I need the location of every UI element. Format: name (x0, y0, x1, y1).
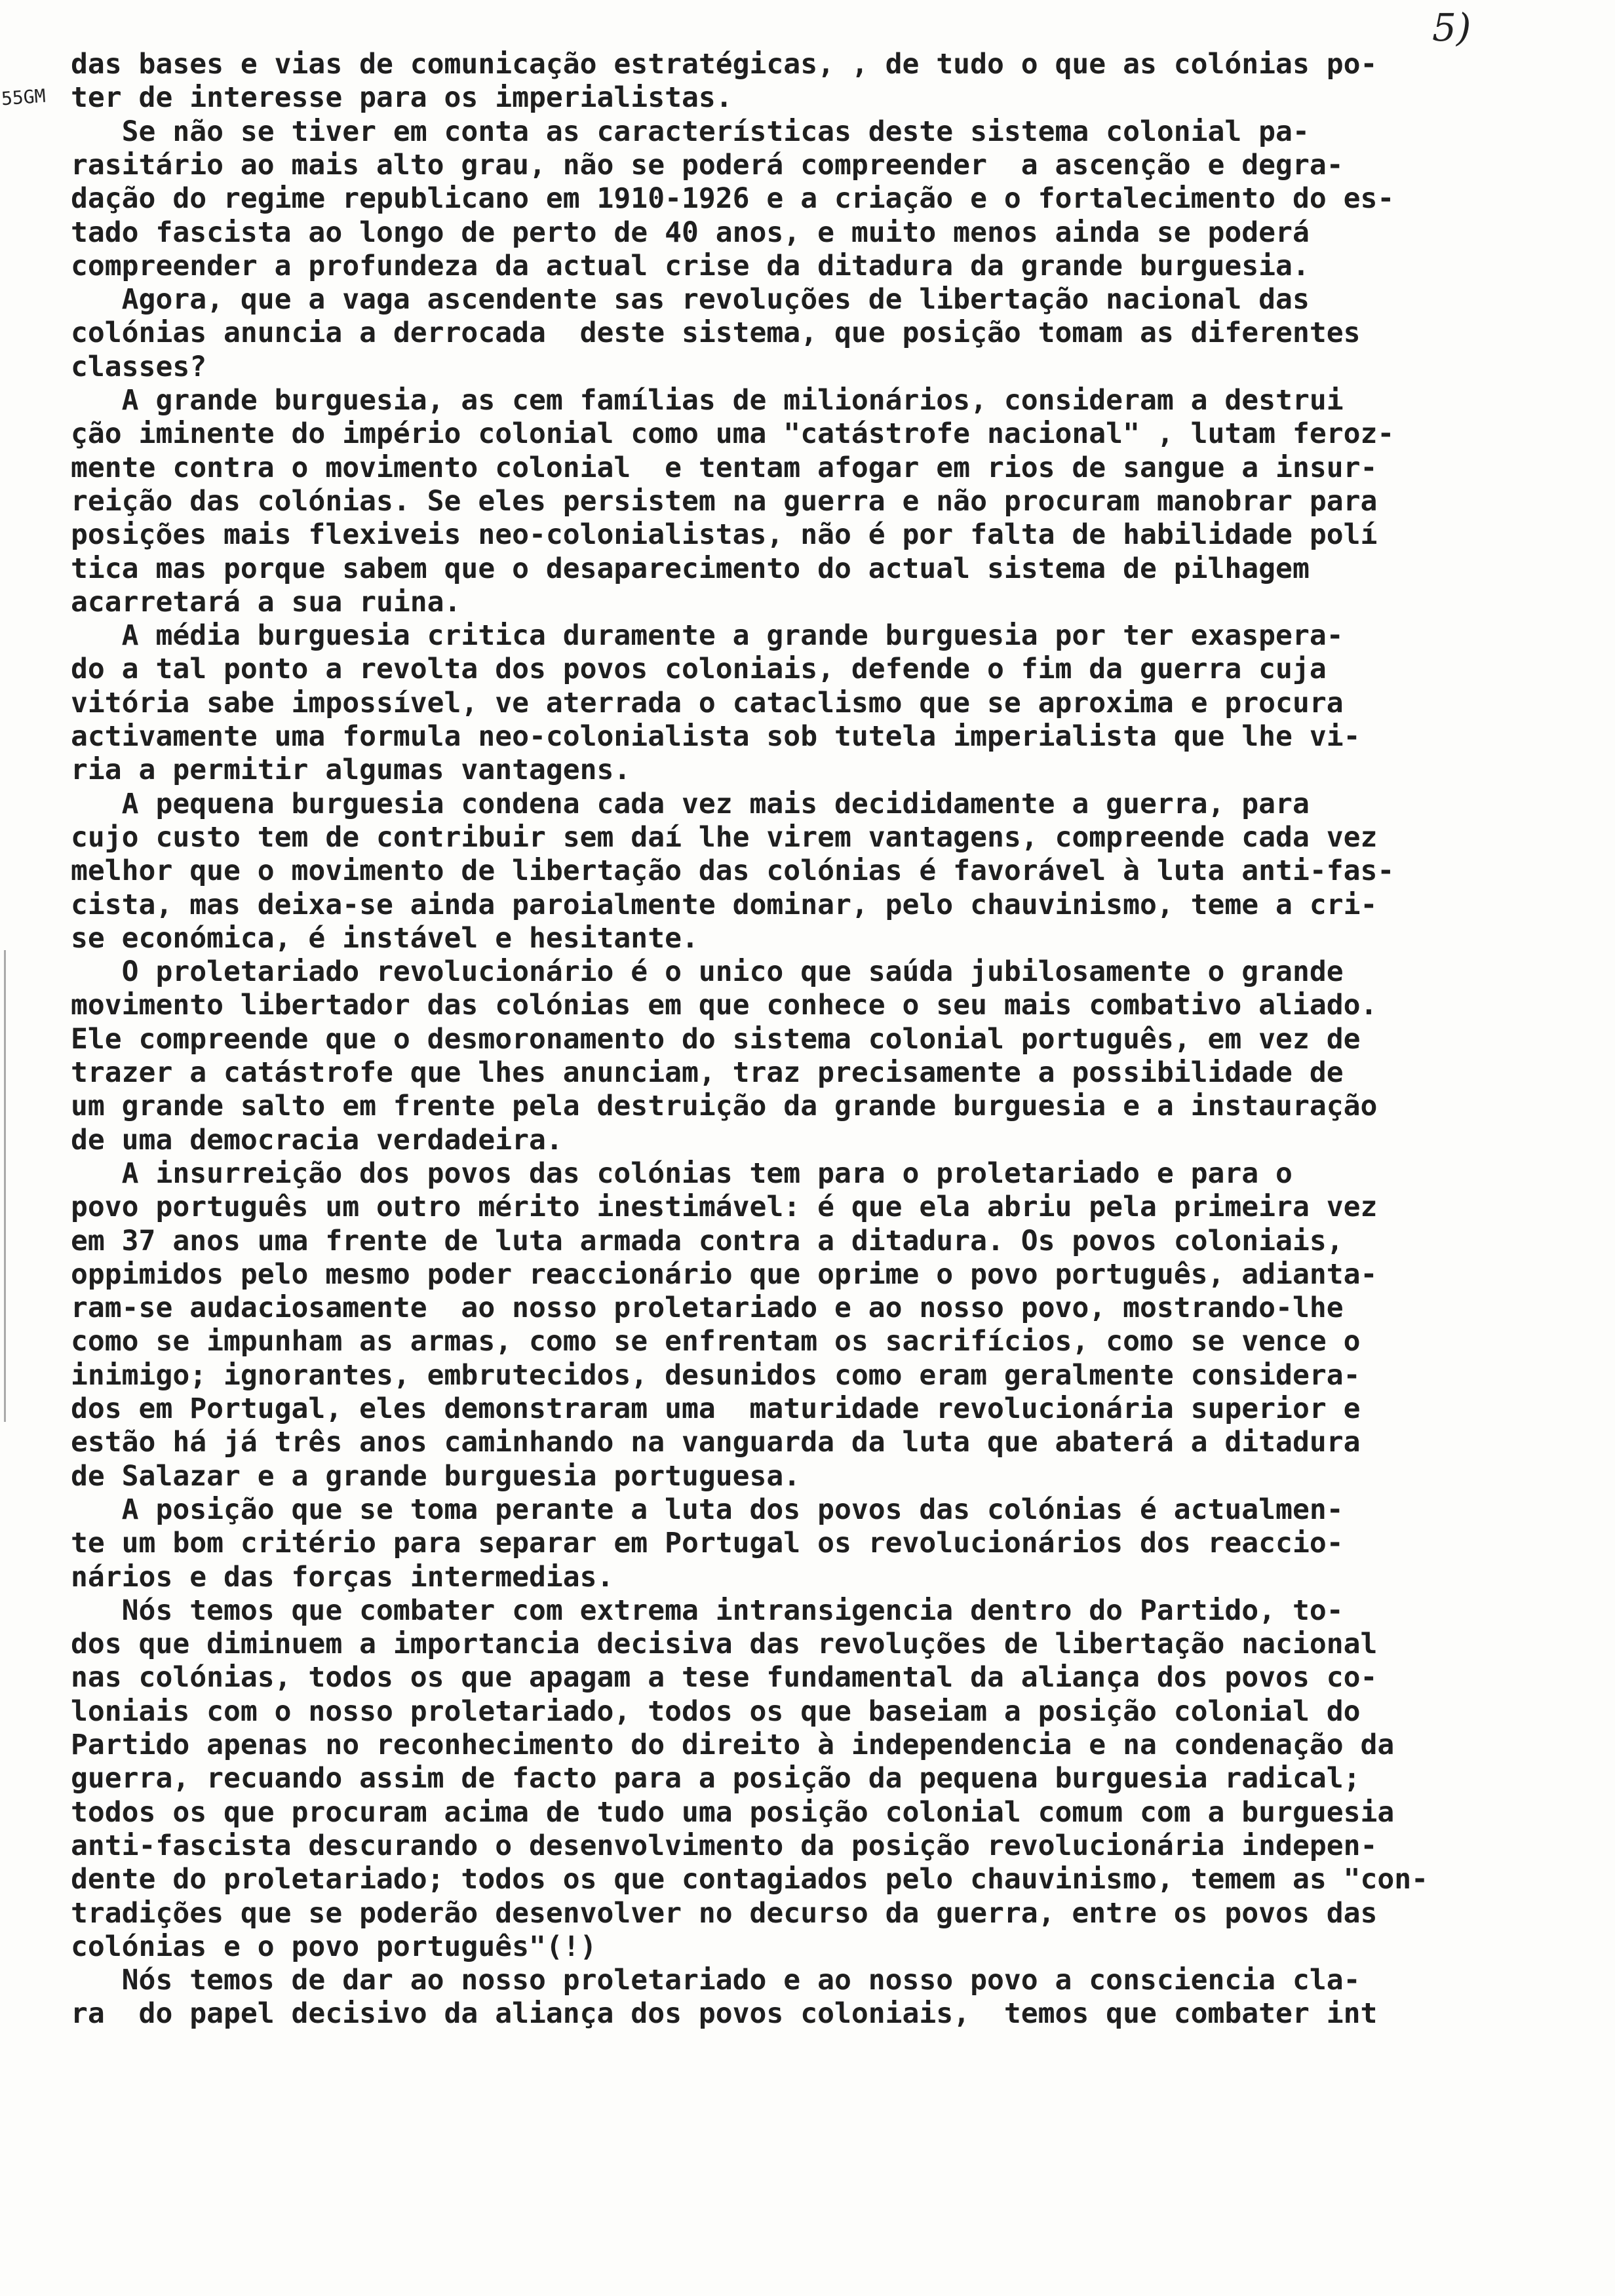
text-line: cujo custo tem de contribuir sem daí lhe virem vantagens, compreende cada vez (71, 821, 1378, 854)
text-line: estão há já três anos caminhando na vanguarda da luta que abaterá a ditadura (71, 1426, 1361, 1459)
text-line: ra do papel decisivo da aliança dos povos coloniais, temos que combater int (71, 1997, 1378, 2030)
text-line: em 37 anos uma frente de luta armada contra a ditadura. Os povos coloniais, (71, 1225, 1344, 1257)
text-line: melhor que o movimento de libertação das colónias é favorável à luta anti-fas- (71, 854, 1395, 887)
text-line: nários e das forças intermedias. (71, 1561, 614, 1594)
text-line: se económica, é instável e hesitante. (71, 922, 699, 955)
text-line: colónias anuncia a derrocada deste sistema, que posição tomam as diferentes (71, 316, 1361, 349)
text-line: te um bom critério para separar em Portugal os revolucionários dos reaccio- (71, 1527, 1344, 1559)
text-line: A média burguesia critica duramente a grande burguesia por ter exaspera- (71, 619, 1344, 652)
text-line: guerra, recuando assim de facto para a posição da pequena burguesia radical; (71, 1762, 1361, 1795)
text-line: ter de interesse para os imperialistas. (71, 81, 733, 114)
text-line: de uma democracia verdadeira. (71, 1124, 563, 1157)
text-line: movimento libertador das colónias em que conhece o seu mais combativo aliado. (71, 989, 1378, 1022)
text-line: das bases e vias de comunicação estratégicas, , de tudo o que as colónias po- (71, 48, 1378, 81)
text-line: todos os que procuram acima de tudo uma posição colonial comum com a burguesia (71, 1796, 1395, 1829)
text-line: um grande salto em frente pela destruição da grande burguesia e a instauração (71, 1090, 1378, 1122)
text-line: tica mas porque sabem que o desaparecimento do actual sistema de pilhagem (71, 552, 1310, 585)
text-line: compreender a profundeza da actual crise da ditadura da grande burguesia. (71, 250, 1310, 282)
text-line: O proletariado revolucionário é o unico que saúda jubilosamente o grande (71, 955, 1344, 988)
text-line: A insurreição dos povos das colónias tem para o proletariado e para o (71, 1157, 1293, 1190)
text-line: A pequena burguesia condena cada vez mais decididamente a guerra, para (71, 788, 1310, 820)
text-line: ção iminente do império colonial como uma "catástrofe nacional" , lutam feroz- (71, 417, 1395, 450)
text-line: A posição que se toma perante a luta dos povos das colónias é actualmen- (71, 1493, 1344, 1526)
text-line: povo português um outro mérito inestimável: é que ela abriu pela primeira vez (71, 1191, 1378, 1223)
text-line: dente do proletariado; todos os que contagiados pelo chauvinismo, temem as "con- (71, 1863, 1429, 1896)
text-line: vitória sabe impossível, ve aterrada o cataclismo que se aproxima e procura (71, 687, 1344, 719)
text-line: Se não se tiver em conta as características deste sistema colonial pa- (71, 115, 1310, 148)
text-line: ram-se audaciosamente ao nosso proletariado e ao nosso povo, mostrando-lhe (71, 1292, 1344, 1324)
text-line: como se impunham as armas, como se enfrentam os sacrifícios, como se vence o (71, 1325, 1361, 1358)
text-line: activamente uma formula neo-colonialista sob tutela imperialista que lhe vi- (71, 720, 1361, 753)
text-line: oppimidos pelo mesmo poder reaccionário que oprime o povo português, adianta- (71, 1258, 1378, 1291)
text-line: nas colónias, todos os que apagam a tese fundamental da aliança dos povos co- (71, 1661, 1378, 1694)
text-line: Ele compreende que o desmoronamento do sistema colonial português, em vez de (71, 1023, 1361, 1056)
text-line: ria a permitir algumas vantagens. (71, 754, 631, 786)
text-line: cista, mas deixa-se ainda paroialmente dominar, pelo chauvinismo, teme a cri- (71, 889, 1378, 921)
text-line: dos em Portugal, eles demonstraram uma maturidade revolucionária superior e (71, 1392, 1361, 1425)
text-line: A grande burguesia, as cem famílias de milionários, consideram a destrui (71, 384, 1344, 417)
text-line: Nós temos de dar ao nosso proletariado e ao nosso povo a consciencia cla- (71, 1964, 1361, 1997)
text-line: reição das colónias. Se eles persistem na guerra e não procuram manobrar para (71, 485, 1378, 518)
handwritten-margin-note: 55GM (0, 85, 47, 110)
page-number: 5) (1432, 5, 1471, 50)
text-line: loniais com o nosso proletariado, todos os que baseiam a posição colonial do (71, 1695, 1361, 1728)
text-line: do a tal ponto a revolta dos povos coloniais, defende o fim da guerra cuja (71, 653, 1327, 685)
text-line: tradições que se poderão desenvolver no decurso da guerra, entre os povos das (71, 1897, 1378, 1930)
text-line: acarretará a sua ruina. (71, 586, 461, 619)
text-line: Agora, que a vaga ascendente sas revoluções de libertação nacional das (71, 283, 1310, 316)
text-line: colónias e o povo português"(!) (71, 1930, 597, 1963)
text-line: tado fascista ao longo de perto de 40 anos, e muito menos ainda se poderá (71, 216, 1310, 249)
text-line: anti-fascista descurando o desenvolvimento da posição revolucionária indepen- (71, 1829, 1378, 1862)
text-line: mente contra o movimento colonial e tentam afogar em rios de sangue a insur- (71, 451, 1378, 484)
text-line: Partido apenas no reconhecimento do direito à independencia e na condenação da (71, 1729, 1395, 1761)
text-line: posições mais flexiveis neo-colonialistas, não é por falta de habilidade polí (71, 518, 1378, 551)
text-line: trazer a catástrofe que lhes anunciam, traz precisamente a possibilidade de (71, 1056, 1344, 1089)
text-line: classes? (71, 351, 207, 383)
text-line: Nós temos que combater com extrema intransigencia dentro do Partido, to- (71, 1594, 1344, 1627)
text-line: inimigo; ignorantes, embrutecidos, desunidos como eram geralmente considera- (71, 1359, 1361, 1392)
text-line: dação do regime republicano em 1910-1926 e a criação e o fortalecimento do es- (71, 182, 1395, 215)
text-line: de Salazar e a grande burguesia portuguesa. (71, 1460, 801, 1493)
text-line: rasitário ao mais alto grau, não se poderá compreender a ascenção e degra- (71, 149, 1344, 182)
text-line: dos que diminuem a importancia decisiva das revoluções de libertação nacional (71, 1628, 1378, 1660)
